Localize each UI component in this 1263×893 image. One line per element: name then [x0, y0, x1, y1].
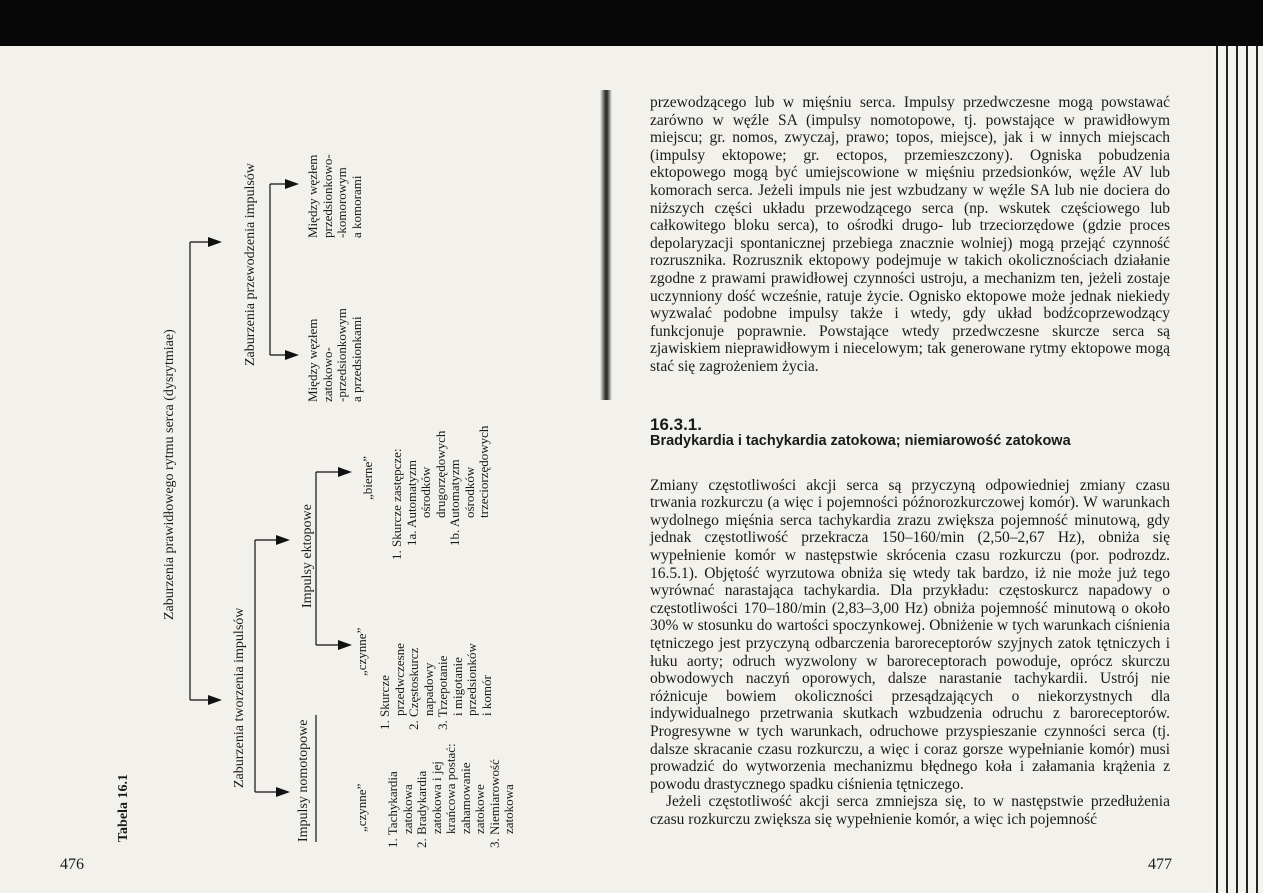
body-paragraph: Jeżeli częstotliwość akcji serca zmniejsza się, to w następstwie przedłużenia czasu rozkurczu zwiększa się wypełnienie komór, a więc ich pojemność — [650, 793, 1170, 828]
list-item: a komorami — [348, 175, 364, 238]
list-item: 1b. Automatyzm — [447, 459, 462, 546]
left-page-number: 476 — [60, 856, 84, 873]
ectopic-active-label: „czynne” — [354, 627, 369, 676]
nomotopic-title: Impulsy nomotopowe — [296, 719, 311, 842]
list-item: zatokowe — [472, 784, 487, 834]
list-item: krańcowa postać: — [443, 743, 458, 834]
diagram-root-title: Zaburzenia prawidłowego rytmu serca (dysrytmiae) — [162, 329, 177, 620]
conduction-sa-box — [306, 308, 364, 402]
list-item: drugorzędowych — [432, 430, 448, 518]
intro-paragraph: przewodzącego lub w mięśniu serca. Impulsy przedwczesne mogą powstawać zarówno w węźle SA (impulsy nomotopowe, tj. powstające w prawidłowym miejscu; gr. nomos, zwyczaj, prawo; topos, miejsce), jak i w innych miejscach (impulsy ektopowe; gr. ectopos, przemieszczony). Ogniska pobudzenia ektopowego mogą być umiejscowione w mięśniu przedsionków, węźle AV lub komorach serca. Jeżeli impuls nie jest wzbudzany w węźle SA lub nie dociera do niższych części układu przewodzącego serca (np. wskutek częściowego lub całkowitego bloku serca), to ośrodki drugo- lub trzeciorzędowe (gdzie proces depolaryzacji spontanicznej przebiega znacznie wolniej) mogą przejąć czynność rozrusznika. Rozrusznik ektopowy podejmuje w takich okolicznościach działanie zgodne z prawami prawidłowej czynności ustroju, a mechanizm ten, jeżeli zostaje uczynniony dość wcześnie, ratuje życie. Ognisko ektopowe może jednak niekiedy wyzwalać podobne impulsy także i wtedy, gdy układ bodźcoprzewodzący funkcjonuje poprawnie. Powstające wtedy przedwczesne skurcze serca są zjawiskiem nieprawidłowym i niecelowym; tak generowane rytmy ektopowe mogą stać się zagrożeniem życia. — [650, 94, 1170, 375]
list-item: 1. Tachykardia — [385, 771, 400, 848]
conduction-av-box — [306, 154, 364, 238]
list-item: i komór — [478, 675, 494, 716]
formation-title: Zaburzenia tworzenia impulsów — [232, 607, 247, 788]
nomotopic-subtitle: „czynne” — [354, 783, 369, 832]
list-item: Między węzłem — [305, 318, 320, 402]
section-title: Bradykardia i tachykardia zatokowa; niemiarowość zatokowa — [650, 433, 1071, 450]
list-item: przedwczesne — [391, 643, 407, 716]
list-item: przedsionków — [464, 643, 479, 716]
list-item: 1. Skurcze — [377, 675, 392, 730]
ectopic-title: Impulsy ektopowe — [300, 504, 315, 608]
right-page-body — [650, 94, 1170, 829]
list-item: zatokowa i jej — [428, 761, 444, 834]
list-item: 3. Trzepotanie — [435, 655, 450, 730]
ectopic-active-list — [378, 643, 494, 730]
list-item: ośrodków — [461, 466, 477, 518]
list-item: -przedsionkowym — [334, 308, 349, 402]
list-item: trzeciorzędowych — [476, 425, 491, 518]
list-item: 2. Częstoskurcz — [406, 647, 421, 730]
nomotopic-list — [386, 743, 517, 848]
list-item: zatokowa — [501, 784, 516, 834]
list-item: i migotanie — [449, 657, 465, 716]
list-item: zatokowo- — [319, 347, 335, 402]
list-item: napadowy — [420, 662, 436, 716]
list-item: Między węzłem — [305, 154, 320, 238]
right-page-number: 477 — [1148, 856, 1172, 873]
list-item: 1a. Automatyzm — [403, 460, 419, 546]
section-number: 16.3.1. — [650, 414, 702, 434]
list-item: zahamowanie — [457, 762, 473, 834]
ectopic-passive-label: „bierne” — [360, 455, 375, 500]
body-paragraph: Zmiany częstotliwości akcji serca są przyczyną odpowiedniej zmiany czasu trwania rozkurczu (a więc i pojemności późnorozkurczowej komór). W warunkach wydolnego mięśnia serca tachykardia zrazu zwiększa pojemność minutową, gdy jednak częstotliwość przekracza 150–160/min (2,50–2,67 Hz), obniża się wypełnienie komór w następstwie skrócenia czasu rozkurczu (por. podrozdz. 16.5.1). Objętość wyrzutowa obniża się wtedy tak bardzo, iż nie może już tego wyrównać narastająca tachykardia. Dla przykładu: częstoskurcz napadowy o częstotliwości 170–180/min (2,83–3,00 Hz) obniża pojemność minutową o około 30% w stosunku do wartości spoczynkowej. Obniżenie w tych warunkach ciśnienia tętniczego jest przyczyną odbarczenia baroreceptorów szyjnych zatok tętniczych i łuku aorty; odruch wyzwolony w baroreceptorach powoduje, oprócz skurczu obwodowych naczyń oporowych, dalsze narastanie tachykardii. Ustrój nie różnicuje bowiem okoliczności przesądzających o niekorzystnych dla indywidualnego przetrwania skutkach wzbudzenia odruchu z baroreceptorów. Progresywne w tych warunkach, odruchowe przyspieszanie czynności serca (tj. dalsze skracanie czasu rozkurczu, a więc i coraz gorsze wypełnianie komór) musi prowadzić do wytworzenia mechanizmu błędnego koła i załamania krążenia z powodu drastycznego spadku ciśnienia tętniczego. — [650, 476, 1170, 793]
list-item: 3. Niemiarowość — [486, 759, 502, 848]
list-item: przedsionkowo- — [319, 154, 335, 238]
table-label: Tabela 16.1 — [116, 774, 131, 842]
list-item: -komorowym — [334, 167, 349, 238]
list-item: ośrodków — [418, 466, 433, 518]
ectopic-passive-list — [390, 426, 492, 560]
list-item: 2. Bradykardia — [414, 770, 429, 848]
list-item: zatokowa — [399, 784, 415, 834]
list-item: 1. Skurcze zastępcze: — [389, 448, 404, 560]
conduction-title: Zaburzenia przewodzenia impulsów — [243, 163, 258, 366]
list-item: a przedsionkami — [348, 316, 364, 402]
